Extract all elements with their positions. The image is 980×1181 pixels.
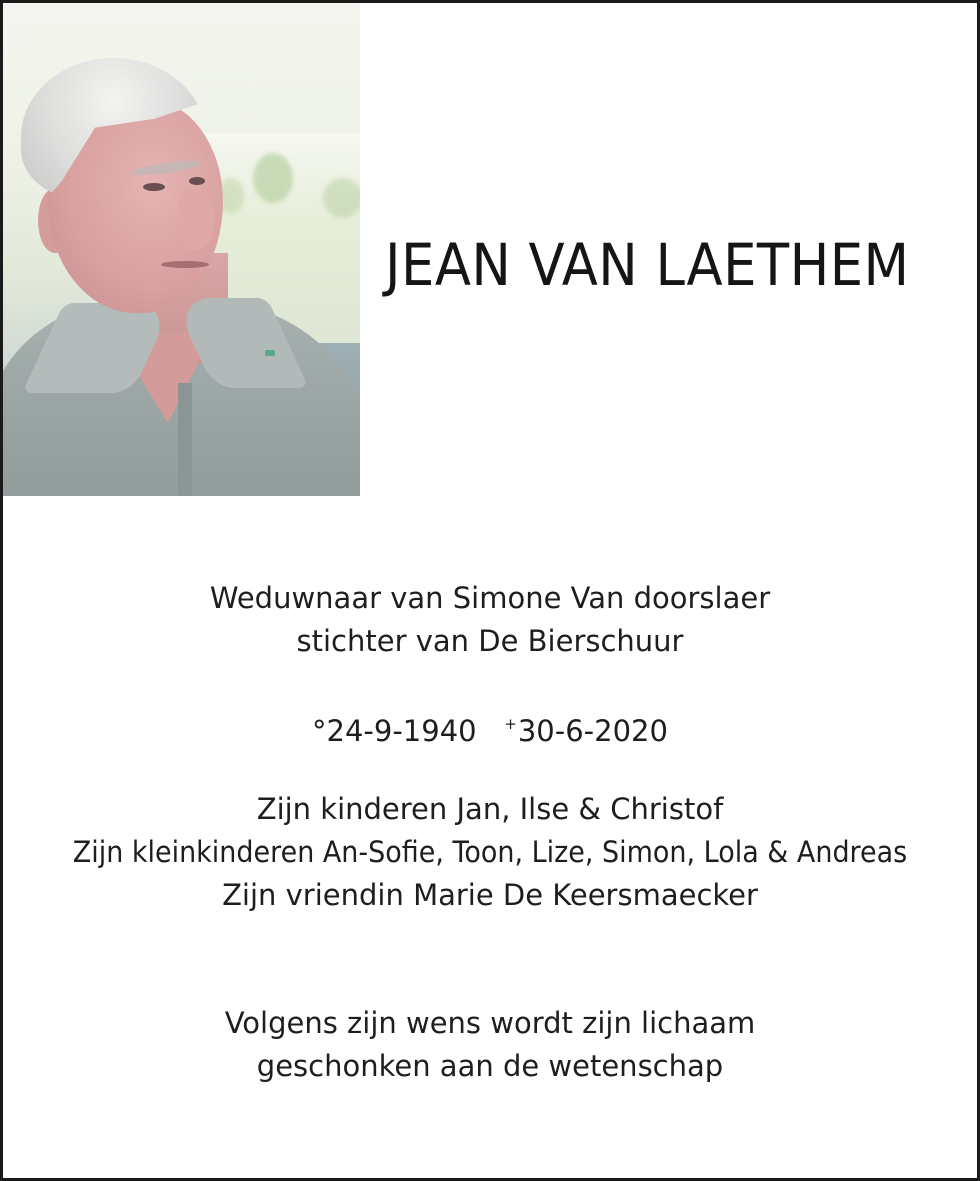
photo-mouth [161,261,209,268]
photo-eye [189,177,205,185]
portrait-photo [3,3,360,496]
photo-background-plant [253,153,293,203]
intro-line: stichter van De Bierschuur [296,624,684,658]
family-line: Zijn kinderen Jan, Ilse & Christof [256,792,724,826]
wish-line: geschonken aan de wetenschap [256,1049,724,1083]
family-line: Zijn vriendin Marie De Keersmaecker [222,878,758,912]
photo-shirt-placket [178,383,192,496]
birth-symbol: ° [312,714,327,748]
photo-shirt-logo [265,350,275,356]
wish-line: Volgens zijn wens wordt zijn lichaam [224,1006,756,1040]
dates-line [3,703,977,753]
death-symbol: + [504,715,517,733]
birth-date: 24-9-1940 [326,714,477,748]
intro-line: Weduwnaar van Simone Van doorslaer [209,581,771,615]
family-line: Zijn kleinkinderen An-Sofie, Toon, Lize, Simon, Lola & Andreas [72,835,908,869]
deceased-name: JEAN VAN LAETHEM [385,231,910,299]
intro-block [3,577,977,663]
family-block [3,788,977,917]
wish-block [3,1002,977,1088]
death-date: 30-6-2020 [517,714,668,748]
dates-row [3,703,977,753]
photo-background-plant [323,178,360,218]
photo-eye [143,183,165,191]
